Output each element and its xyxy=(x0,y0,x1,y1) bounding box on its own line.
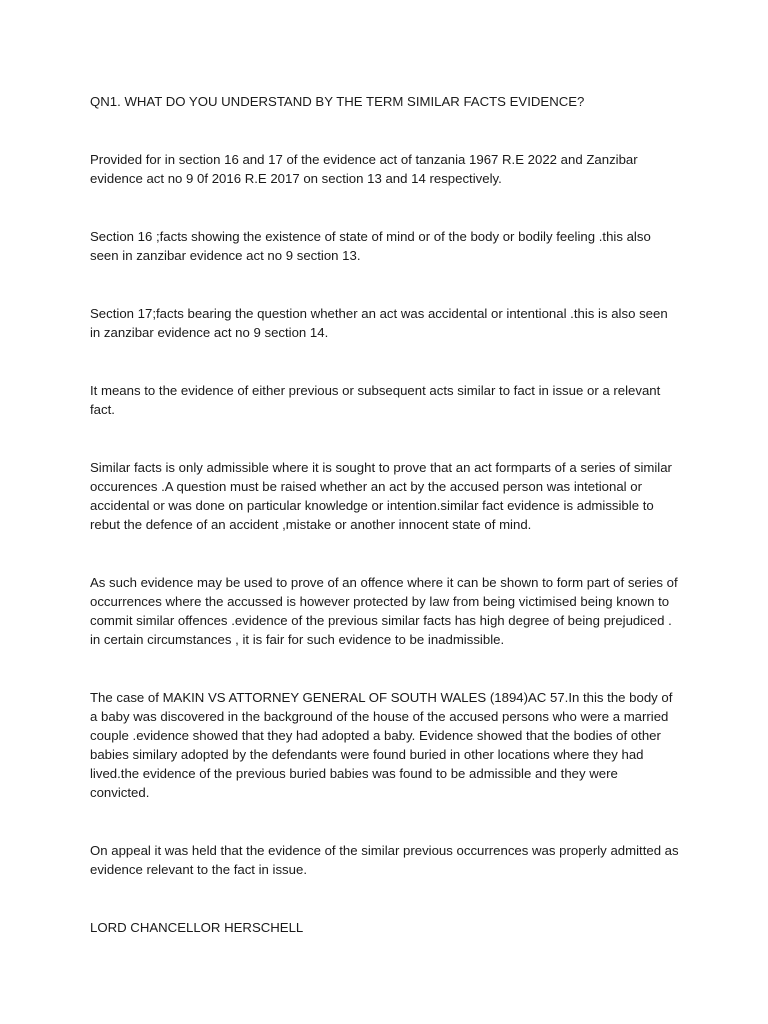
paragraph-definition: It means to the evidence of either previous or subsequent acts similar to fact in issue or a relevant fact. xyxy=(90,383,661,417)
question-heading: QN1. WHAT DO YOU UNDERSTAND BY THE TERM SIMILAR FACTS EVIDENCE? xyxy=(90,94,585,109)
paragraph-makin-case: The case of MAKIN VS ATTORNEY GENERAL OF SOUTH WALES (1894)AC 57.In this the body of a baby was discovered in the background of the house of the accused persons who were a married couple .evidence showed that they had adopted a baby. Evidence showed that the bodies of other babies similary adopted by the defendants were found buried in other locations where they had lived.the evidence of the previous buried babies was found to be admissible and they were convicted. xyxy=(90,690,673,800)
document-body xyxy=(90,92,680,976)
paragraph-lord-chancellor: LORD CHANCELLOR HERSCHELL xyxy=(90,920,304,935)
paragraph-section-17: Section 17;facts bearing the question whether an act was accidental or intentional .this is also seen in zanzibar evidence act no 9 section 14. xyxy=(90,306,668,340)
paragraph-admissibility: Similar facts is only admissible where it is sought to prove that an act formparts of a series of similar occurences .A question must be raised whether an act by the accused person was intetional or accidental or was done on particular knowledge or intention.similar fact evidence is admissible to rebut the defence of an accident ,mistake or another innocent state of mind. xyxy=(90,460,672,532)
paragraph-appeal-holding: On appeal it was held that the evidence of the similar previous occurrences was properly admitted as evidence relevant to the fact in issue. xyxy=(90,843,679,877)
paragraph-statutory-provision: Provided for in section 16 and 17 of the evidence act of tanzania 1967 R.E 2022 and Zanzibar evidence act no 9 0f 2016 R.E 2017 on section 13 and 14 respectively. xyxy=(90,152,638,186)
paragraph-section-16: Section 16 ;facts showing the existence of state of mind or of the body or bodily feeling .this also seen in zanzibar evidence act no 9 section 13. xyxy=(90,229,651,263)
paragraph-prejudice: As such evidence may be used to prove of an offence where it can be shown to form part of series of occurrences where the accussed is however protected by law from being victimised being known to commit similar offences .evidence of the previous similar facts has high degree of being prejudiced . in certain circumstances , it is fair for such evidence to be inadmissible. xyxy=(90,575,678,647)
